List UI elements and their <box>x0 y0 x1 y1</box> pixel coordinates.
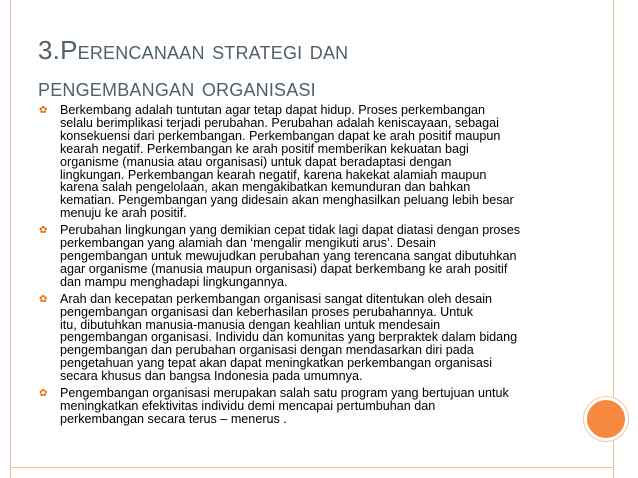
bullet-item <box>38 224 558 289</box>
bullet-text <box>60 104 558 220</box>
bullet-line: pengembangan dan perubahan organisasi dengan mendasarkan diri pada <box>60 343 474 358</box>
flower-bullet-icon: ✿ <box>39 225 48 237</box>
bullet-line: selalu berimplikasi terjadi perubahan. Perubahan adalah keniscayaan, sebagai <box>60 115 499 130</box>
slide-frame-bottom-border <box>10 467 614 468</box>
orange-circle-decoration <box>584 397 628 441</box>
bullet-item <box>38 293 558 383</box>
bullet-list <box>38 104 558 430</box>
bullet-line: secara khusus dan bangsa Indonesia pada umumnya. <box>60 369 363 384</box>
bullet-line: Arah dan kecepatan perkembangan organisasi sangat ditentukan oleh desain <box>60 291 492 306</box>
bullet-item <box>38 387 558 426</box>
bullet-line: meningkatkan efektivitas individu demi mencapai pertumbuhan dan <box>60 398 436 413</box>
bullet-line: Pengembangan organisasi merupakan salah satu program yang bertujuan untuk <box>60 386 509 401</box>
bullet-line: perkembangan yang alamiah dan ‘mengalir mengikuti arus’. Desain <box>60 236 436 251</box>
flower-bullet-icon: ✿ <box>39 388 48 400</box>
slide-title-line: pengembangan organisasi <box>38 72 316 102</box>
bullet-line: konsekuensi dari perkembangan. Perkembangan dapat ke arah positif maupun <box>60 128 501 143</box>
bullet-line: Perubahan lingkungan yang demikian cepat tidak lagi dapat diatasi dengan proses <box>60 223 520 238</box>
bullet-text <box>60 293 558 383</box>
slide-title-line: 3.Perencanaan strategi dan <box>38 35 349 65</box>
bullet-text <box>60 387 558 426</box>
bullet-line: pengetahuan yang tepat akan dapat meningkatkan perkembangan organisasi <box>60 356 493 371</box>
slide-frame-left-border <box>10 0 11 478</box>
bullet-line: agar organisme (manusia maupun organisasi) dapat berkembang ke arah positif <box>60 261 508 276</box>
bullet-line: perkembangan secara terus – menerus . <box>60 411 287 426</box>
bullet-line: pengembangan organisasi. Individu dan komunitas yang berpraktek dalam bidang <box>60 330 518 345</box>
bullet-line: itu, dibutuhkan manusia-manusia dengan keahlian untuk mendesain <box>60 317 441 332</box>
bullet-item <box>38 104 558 220</box>
bullet-line: pengembangan organisasi dan keberhasilan proses perubahannya. Untuk <box>60 304 474 319</box>
bullet-line: kearah negatif. Perkembangan ke arah positif memberikan kekuatan bagi <box>60 141 469 156</box>
bullet-line: Berkembang adalah tuntutan agar tetap dapat hidup. Proses perkembangan <box>60 103 485 117</box>
bullet-line: dan mampu menghadapi lingkungannya. <box>60 274 288 289</box>
bullet-line: pengembangan untuk mewujudkan perubahan yang terencana sangat dibutuhkan <box>60 248 517 263</box>
bullet-text <box>60 224 558 289</box>
bullet-line: organisme (manusia atau organisasi) untuk dapat beradaptasi dengan <box>60 154 452 169</box>
flower-bullet-icon: ✿ <box>39 105 48 116</box>
slide-title <box>38 32 558 106</box>
bullet-line: menuju ke arah positif. <box>60 206 187 221</box>
flower-bullet-icon: ✿ <box>39 293 48 305</box>
bullet-line: kematian. Pengembangan yang didesain akan menghasilkan peluang lebih besar <box>60 193 514 208</box>
bullet-line: lingkungan. Perkembangan kearah negatif, karena hakekat alamiah maupun <box>60 167 487 182</box>
bullet-line: karena salah pengelolaan, akan mengakibatkan kemunduran dan bahkan <box>60 180 471 195</box>
